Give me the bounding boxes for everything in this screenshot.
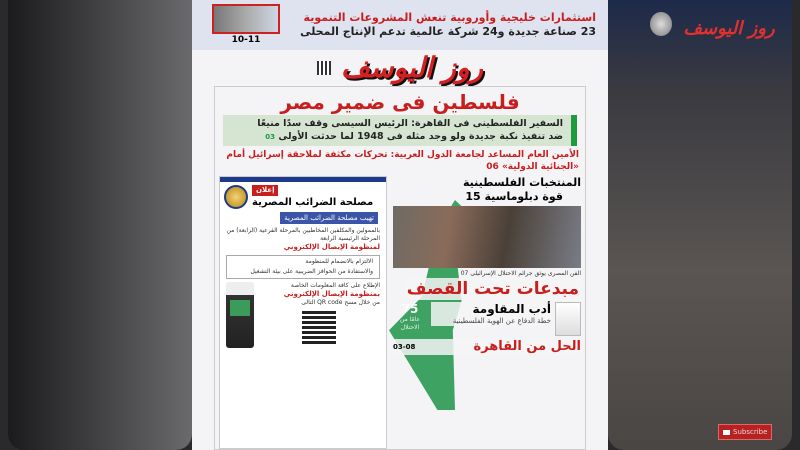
green-story — [223, 115, 577, 146]
ad-text-3: من خلال مسح QR code التالى — [301, 299, 380, 306]
resistance-row — [393, 302, 581, 336]
sub-headline: الأمين العام المساعد لجامعة الدول العربية: تحركات مكثفة لملاحقة إسرائيل أمام «الجنائية الدولية» 06 — [226, 150, 579, 172]
ad-text-2 — [284, 282, 380, 307]
qr-code-icon — [302, 310, 336, 344]
ad-bullets-box — [226, 255, 380, 279]
green-story-page: 03 — [265, 133, 276, 141]
ad-titles — [252, 185, 382, 209]
green-story-line-1: السفير الفلسطينى فى القاهرة: الرئيس السيسى وقف سدًا منيعًا — [257, 118, 563, 129]
ad-title: مصلحة الضرائب المصرية — [252, 197, 374, 208]
youtube-icon — [723, 430, 730, 435]
channel-logo-face — [650, 12, 672, 36]
story-pages: 03-08 — [393, 342, 416, 351]
main-frame — [214, 86, 586, 450]
masthead-row — [192, 50, 608, 86]
story-subtitle-teams: قوة دبلوماسية 15 — [465, 190, 563, 203]
tax-authority-seal-icon — [224, 185, 248, 209]
ad-text-1 — [220, 227, 386, 252]
ad-tag: إعلان — [252, 185, 278, 196]
story-headline-creatives: مبدعات تحت القصف — [406, 279, 579, 299]
top-headline-2: 23 صناعة جديدة و24 شركة عالمية تدعم الإنتاج المحلى — [300, 25, 596, 38]
ad-title-row — [220, 185, 386, 209]
story-title-cairo: الحل من القاهرة — [473, 339, 581, 354]
green-story-text: ضد تنفيذ نكبة جديدة ولو وجد مثله فى 1948 لما حدثت الأولى — [278, 131, 563, 142]
channel-logo: روز اليوسف — [683, 17, 775, 39]
ad-bottom-text — [258, 282, 380, 348]
top-banner-image — [212, 4, 280, 34]
story-title-teams: المنتخبات الفلسطينية — [462, 176, 581, 189]
years-block — [393, 302, 427, 332]
lower-columns — [219, 176, 581, 449]
video-background-left — [8, 0, 192, 450]
top-banner-text — [286, 11, 596, 39]
story-subtitle-resistance: خطة الدفاع عن الهوية الفلسطينية — [452, 317, 551, 325]
top-headline-1: استثمارات خليجية وأوروبية تنعش المشروعات التنموية — [303, 11, 596, 24]
years-number: 75 — [401, 302, 419, 316]
subscribe-label: Subscribe — [733, 428, 768, 436]
ad-bullet: والاستفادة من الحوافز الضريبية على بيئة التشغيل — [250, 268, 373, 275]
video-background-right — [608, 0, 792, 450]
ad-text-1-red: لمنظومة الإيصال الإلكتروني — [283, 243, 380, 251]
green-story-line-2 — [229, 130, 563, 144]
ad-text-1-body: بالممولين والمكلفين المخاطبين بالمرحلة الفرعية (الرابعة) من المرحلة الرئيسية الرابعة — [226, 227, 380, 242]
years-caption: عامًا من الاحتلال — [399, 316, 421, 331]
ad-bottom — [220, 282, 386, 348]
top-page-number: 10-11 — [231, 35, 261, 45]
pos-terminal-image — [226, 282, 254, 348]
ad-header-bar — [220, 177, 386, 182]
photo-caption: الفن المصرى يوثق جرائم الاحتلال الإسرائيلى 07 — [460, 270, 581, 277]
book-image — [555, 302, 581, 336]
subscribe-button[interactable] — [718, 424, 772, 440]
ad-text-2-red: بمنظومة الإيصال الإلكتروني — [283, 290, 380, 298]
right-column — [393, 176, 581, 449]
masthead-qr-icon — [317, 61, 331, 75]
gaza-photo — [393, 206, 581, 268]
ad-bullet: الالتزام بالانضمام للمنظومة — [305, 258, 373, 265]
top-banner — [192, 0, 608, 50]
top-banner-left — [212, 4, 280, 46]
masthead-logo: روز اليوسف — [341, 51, 483, 84]
ad-text-2-body: الإطلاع على كافة المعلومات الخاصة — [290, 282, 380, 289]
magazine-cover — [192, 0, 608, 450]
cairo-row — [393, 339, 581, 355]
story-title-resistance: أدب المقاومة — [472, 302, 551, 316]
resistance-story — [431, 302, 551, 326]
ad-banner-text: تهيب مصلحة الضرائب المصرية — [280, 212, 378, 224]
main-headline: فلسطين فى ضمير مصر — [280, 90, 520, 114]
tax-advertisement — [219, 176, 387, 449]
